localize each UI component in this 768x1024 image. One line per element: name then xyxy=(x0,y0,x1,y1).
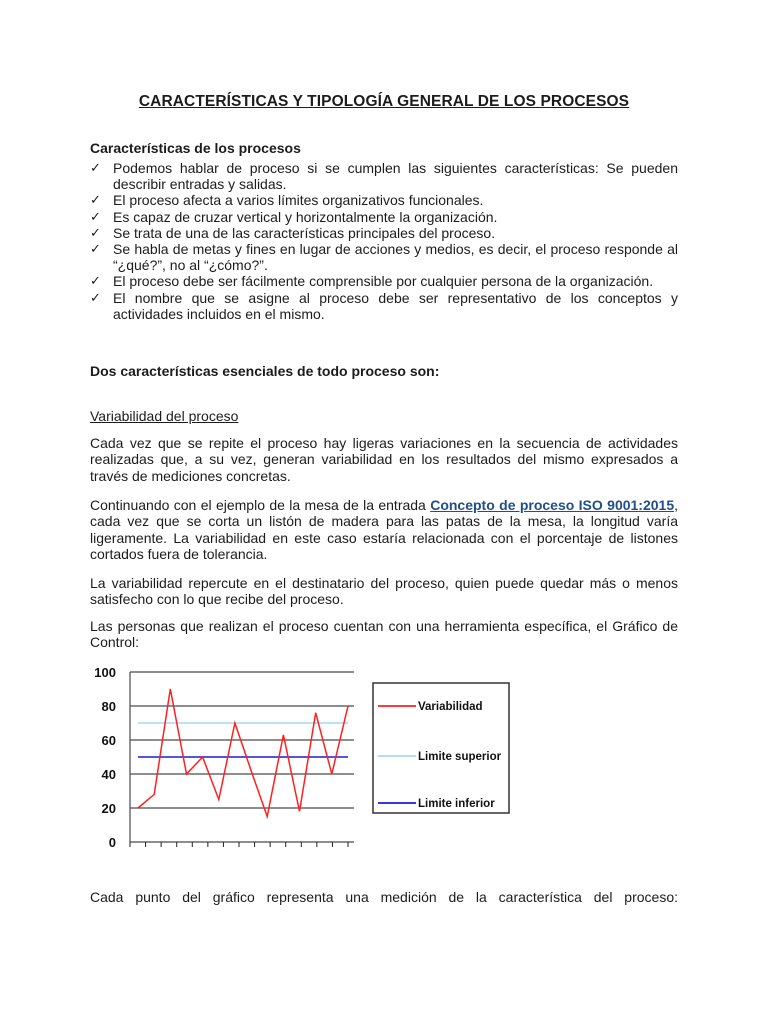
checklist-item xyxy=(90,273,678,289)
y-tick-label: 100 xyxy=(94,665,116,680)
paragraph-recipient: La variabilidad repercute en el destinatario del proceso, quien puede quedar más o menos satisfecho con lo que recibe del proceso. xyxy=(90,575,678,608)
checklist-item-text: Se habla de metas y fines en lugar de acciones y medios, es decir, el proceso responde al “¿qué?”, no al “¿cómo?”. xyxy=(113,241,678,274)
y-tick-label: 60 xyxy=(101,733,116,748)
legend-label: Limite inferior xyxy=(418,798,495,810)
iso-concept-link[interactable]: Concepto de proceso ISO 9001:2015 xyxy=(430,497,675,513)
checklist-item-text: El proceso debe ser fácilmente comprensible por cualquier persona de la organización. xyxy=(113,273,654,290)
checkmark-icon: ✓ xyxy=(90,289,101,305)
y-tick-label: 0 xyxy=(108,835,116,850)
y-tick-label: 20 xyxy=(101,801,116,816)
checklist-item xyxy=(90,209,678,225)
paragraph-chart-points: Cada punto del gráfico representa una medición de la característica del proceso: xyxy=(90,889,678,905)
checkmark-icon: ✓ xyxy=(90,160,101,175)
document-title: CARACTERÍSTICAS Y TIPOLOGÍA GENERAL DE LOS PROCESOS xyxy=(138,93,630,110)
checklist-item-text: Podemos hablar de proceso si se cumplen las siguientes características: Se pueden describir entradas y salidas. xyxy=(113,160,678,193)
control-chart-svg xyxy=(90,660,510,850)
y-tick-label: 40 xyxy=(101,767,116,782)
checkmark-icon: ✓ xyxy=(90,241,101,257)
legend-label: Variabilidad xyxy=(418,701,483,713)
checklist-item xyxy=(90,290,678,322)
checklist-item-text: Es capaz de cruzar vertical y horizontalmente la organización. xyxy=(113,208,498,225)
characteristics-checklist xyxy=(90,160,678,322)
checklist-item-text: Se trata de una de las características principales del proceso. xyxy=(113,224,496,241)
checklist-item-text: El proceso afecta a varios límites organizativos funcionales. xyxy=(113,192,484,209)
paragraph-text: Continuando con el ejemplo de la mesa de la entrada xyxy=(90,497,431,513)
checkmark-icon: ✓ xyxy=(90,273,101,289)
checkmark-icon: ✓ xyxy=(90,192,101,208)
y-tick-label: 80 xyxy=(101,699,116,714)
variability-heading: Variabilidad del proceso xyxy=(90,408,239,424)
paragraph-variations: Cada vez que se repite el proceso hay ligeras variaciones en la secuencia de actividades realizadas que, a su vez, generan variabilidad en los resultados del mismo expresados a través de mediciones concretas. xyxy=(90,435,678,484)
checklist-item-text: El nombre que se asigne al proceso debe ser representativo de los conceptos y actividades incluidos en el mismo. xyxy=(113,289,678,322)
checkmark-icon: ✓ xyxy=(90,224,101,240)
checklist-item xyxy=(90,225,678,241)
section-heading: Características de los procesos xyxy=(90,140,301,156)
paragraph-table-example xyxy=(90,497,678,562)
legend-label: Limite superior xyxy=(418,751,502,763)
paragraph-text: , cada vez que se corta un listón de madera para las patas de la mesa, la longitud varía ligeramente. La variabilidad en este caso estaría relacionada con el porcentaje de listones cortados fuera de tolerancia. xyxy=(90,497,678,562)
control-chart xyxy=(90,660,510,850)
variability-line xyxy=(138,689,348,817)
checkmark-icon: ✓ xyxy=(90,208,101,224)
checklist-item xyxy=(90,160,678,192)
checklist-item xyxy=(90,241,678,273)
essential-characteristics-heading: Dos características esenciales de todo proceso son: xyxy=(90,363,440,379)
paragraph-control-chart-intro: Las personas que realizan el proceso cuentan con una herramienta específica, el Gráfico de Control: xyxy=(90,618,678,651)
checklist-item xyxy=(90,192,678,208)
